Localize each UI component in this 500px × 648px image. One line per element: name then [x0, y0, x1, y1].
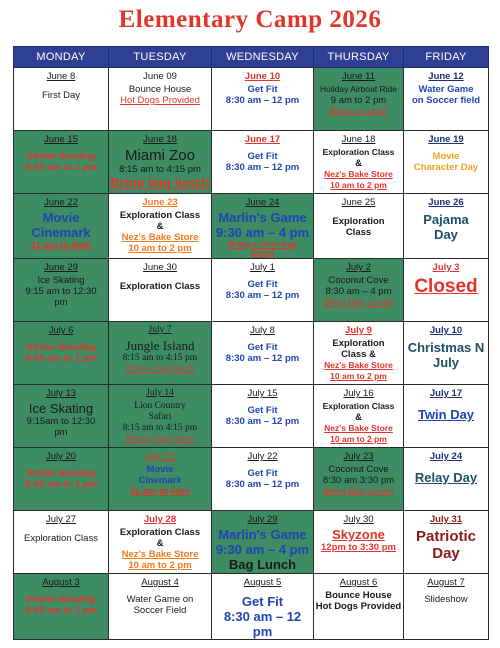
- day-date: July 16: [343, 388, 374, 399]
- activity-text: Bring a clear bag: [228, 239, 297, 249]
- day-cell: [314, 385, 404, 448]
- day-date: July 22: [247, 451, 278, 462]
- day-date: June 10: [244, 71, 281, 82]
- day-header-thursday: THURSDAY: [314, 47, 404, 68]
- day-cell: [14, 385, 109, 448]
- day-cell: [109, 511, 212, 574]
- day-cell: [404, 68, 489, 131]
- activity-text: Soccer Field: [133, 605, 187, 616]
- activity-text: &: [156, 221, 164, 232]
- day-date: July 6: [48, 325, 74, 336]
- day-date: June 12: [428, 71, 464, 82]
- activity-text: Exploration Class: [119, 281, 201, 292]
- day-cell: [14, 574, 109, 640]
- activity-text: Hot Dogs Provided: [315, 601, 402, 612]
- activity-text: Class: [345, 227, 372, 238]
- activity-text: Nez's Bake Store: [324, 423, 393, 433]
- activity-text: Bring a bag lunch: [126, 364, 194, 374]
- day-cell: [14, 511, 109, 574]
- activity-text: Movie: [432, 151, 460, 162]
- day-date: August 7: [427, 577, 465, 588]
- day-date: July 20: [45, 451, 77, 462]
- day-date: July 28: [143, 514, 177, 525]
- activity-text: Get Fit: [247, 151, 278, 162]
- activity-text: Christmas N: [407, 340, 485, 355]
- day-cell: [314, 131, 404, 194]
- day-date: June 09: [143, 71, 177, 82]
- day-cell: [109, 385, 212, 448]
- activity-text: July: [432, 355, 459, 370]
- day-cell: [109, 574, 212, 640]
- day-date: July 2: [346, 262, 371, 273]
- day-cell: [314, 448, 404, 511]
- day-date: July 1: [250, 262, 275, 273]
- activity-text: Get Fit: [241, 594, 284, 609]
- day-cell: [404, 511, 489, 574]
- activity-text: 10 am to 2 pm: [128, 560, 192, 571]
- day-date: July 7: [148, 325, 172, 335]
- activity-text: Get Fit: [247, 279, 278, 290]
- day-cell: [212, 322, 314, 385]
- day-date: July 14: [146, 388, 174, 398]
- activity-text: Class &: [341, 349, 376, 360]
- day-cell: [109, 131, 212, 194]
- day-header-tuesday: TUESDAY: [109, 47, 212, 68]
- activity-text: 8:15 am to 4:15 pm: [122, 353, 198, 363]
- day-date: August 4: [141, 577, 179, 588]
- day-cell: [212, 131, 314, 194]
- day-header-friday: FRIDAY: [404, 47, 489, 68]
- activity-text: Nez's Bake Store: [121, 232, 199, 243]
- activity-text: Exploration Class: [119, 210, 201, 221]
- activity-text: 8:30 am – 12 pm: [225, 95, 300, 106]
- activity-text: 9 am to 2 pm: [330, 95, 387, 106]
- day-date: June 8: [46, 71, 76, 82]
- activity-text: Striker Bowling: [26, 151, 96, 162]
- week-row: [14, 68, 489, 131]
- activity-text: Movie: [146, 464, 174, 475]
- day-cell: [404, 448, 489, 511]
- week-row: [14, 511, 489, 574]
- day-cell: [212, 574, 314, 640]
- activity-text: 8:45 am to 1 pm: [25, 605, 97, 616]
- day-date: June 18: [341, 134, 376, 145]
- day-cell: [212, 448, 314, 511]
- day-cell: [212, 511, 314, 574]
- day-date: June 29: [44, 262, 78, 273]
- day-date: June 25: [341, 197, 376, 208]
- activity-text: 8:30 am – 12 pm: [225, 290, 300, 301]
- activity-text: &: [355, 158, 362, 169]
- activity-text: Ice Skating: [37, 275, 85, 286]
- activity-text: Lion Country: [134, 401, 186, 411]
- activity-text: Get Fit: [247, 405, 278, 416]
- activity-text: 8:30 am – 12 pm: [225, 416, 300, 427]
- weekday-header-row: [14, 47, 489, 68]
- activity-text: Jungle Island: [125, 338, 195, 353]
- week-row: [14, 322, 489, 385]
- day-date: June 19: [428, 134, 464, 145]
- activity-text: Relay Day: [414, 470, 478, 485]
- activity-text: Cinemark: [138, 475, 182, 486]
- activity-text: Exploration Class: [119, 527, 201, 538]
- activity-text: Exploration: [332, 216, 385, 227]
- day-cell: [404, 322, 489, 385]
- activity-text: Bring a bag lunch: [126, 434, 194, 444]
- activity-text: &: [355, 412, 362, 423]
- day-date: August 3: [42, 577, 80, 588]
- activity-text: Exploration Class: [322, 147, 395, 157]
- day-date: July 30: [343, 514, 374, 525]
- activity-text: Get Fit: [247, 342, 278, 353]
- activity-text: pm: [54, 427, 68, 438]
- day-date: July 27: [45, 514, 77, 525]
- activity-text: on Soccer field: [411, 95, 481, 106]
- activity-text: Character Day: [413, 162, 479, 173]
- activity-text: Bring a Lunch: [329, 106, 388, 117]
- activity-text: 8:15 am to 4:15 pm: [119, 164, 201, 175]
- day-header-wednesday: WEDNESDAY: [212, 47, 314, 68]
- activity-text: 10 am to 2 pm: [330, 371, 387, 381]
- day-date: June 22: [44, 197, 78, 208]
- week-row: [14, 574, 489, 640]
- day-cell: [404, 259, 489, 322]
- day-date: July 24: [429, 451, 463, 462]
- day-date: June 17: [244, 134, 281, 145]
- activity-text: 11 am to 4pm: [129, 486, 191, 497]
- day-date: July 17: [429, 388, 463, 399]
- day-date: August 5: [243, 577, 282, 588]
- day-date: August 6: [339, 577, 378, 588]
- activity-text: 9:30 am – 4 pm: [215, 542, 310, 557]
- activity-text: Marlin's Game: [218, 527, 307, 542]
- day-date: June 23: [142, 197, 178, 208]
- day-cell: [404, 194, 489, 259]
- day-cell: [109, 448, 212, 511]
- day-date: July 21: [144, 451, 176, 462]
- activity-text: Bounce House: [128, 84, 192, 95]
- activity-text: Coconut Cove: [328, 464, 389, 475]
- day-cell: [109, 322, 212, 385]
- activity-text: 8:30 am – 12 pm: [225, 353, 300, 364]
- day-date: July 15: [247, 388, 278, 399]
- day-cell: [314, 574, 404, 640]
- activity-text: 11 am to 4pm: [30, 240, 92, 251]
- day-cell: [212, 194, 314, 259]
- week-row: [14, 131, 489, 194]
- activity-text: Slideshow: [424, 594, 468, 605]
- activity-text: Exploration Class: [24, 533, 98, 544]
- activity-text: First Day: [42, 90, 80, 101]
- activity-text: 9:15 am to 12:30: [25, 286, 97, 297]
- week-row: [14, 448, 489, 511]
- week-row: [14, 194, 489, 259]
- activity-text: Marlin's Game: [218, 210, 307, 225]
- activity-text: Patriotic: [415, 528, 476, 545]
- day-cell: [404, 131, 489, 194]
- day-cell: [14, 448, 109, 511]
- day-cell: [109, 194, 212, 259]
- day-date: June 30: [143, 262, 177, 273]
- activity-text: Movie: [42, 210, 80, 225]
- day-date: June 24: [245, 197, 280, 208]
- activity-text: pm: [54, 297, 68, 308]
- activity-text: 8:45 am to 1 pm: [25, 479, 97, 490]
- activity-text: Pajama: [423, 212, 469, 227]
- activity-text: Striker Bowling: [26, 594, 96, 605]
- day-cell: [314, 68, 404, 131]
- week-row: [14, 259, 489, 322]
- activity-text: 8:30 am 3:30 pm: [322, 475, 395, 486]
- activity-text: 10 am to 2 pm: [330, 180, 387, 190]
- activity-text: Exploration Class: [322, 401, 395, 411]
- activity-text: 9:15am to 12:30: [26, 416, 96, 427]
- activity-text: Ice Skating: [28, 401, 94, 416]
- activity-text: Day: [434, 227, 458, 242]
- activity-text: 9:30 am – 4 pm: [215, 225, 310, 240]
- activity-text: Water Game: [418, 84, 474, 95]
- activity-text: Nez's Bake Store: [324, 169, 393, 179]
- activity-text: Bag Lunch: [228, 557, 297, 572]
- activity-text: 8:30 am – 4 pm: [325, 286, 392, 297]
- day-date: July 8: [250, 325, 275, 336]
- activity-text: Day: [432, 545, 460, 562]
- activity-text: Bring Bag Lunch: [323, 486, 394, 497]
- activity-text: Striker Bowling: [26, 468, 96, 479]
- day-cell: [14, 259, 109, 322]
- day-date: July 23: [343, 451, 374, 462]
- day-date: July 29: [247, 514, 278, 525]
- activity-text: Nez's Bake Store: [121, 549, 199, 560]
- day-cell: [212, 385, 314, 448]
- day-cell: [109, 68, 212, 131]
- day-cell: [404, 574, 489, 640]
- day-date: July 13: [45, 388, 77, 399]
- activity-text: 8:45 am to 1 pm: [25, 353, 97, 364]
- activity-text: Get Fit: [247, 84, 278, 95]
- activity-text: Bounce House: [325, 590, 392, 601]
- day-date: July 10: [429, 325, 463, 336]
- activity-text: 8:30 am – 12 pm: [225, 162, 300, 173]
- day-cell: [109, 259, 212, 322]
- activity-text: Skyzone: [332, 527, 385, 542]
- activity-text: Bring bag lunch: [110, 175, 210, 190]
- activity-text: Bring Bag Lunch: [323, 297, 394, 308]
- day-date: July 9: [345, 325, 372, 336]
- day-date: June 15: [44, 134, 78, 145]
- day-cell: [314, 322, 404, 385]
- day-date: June 11: [341, 71, 376, 82]
- day-date: July 3: [432, 262, 460, 273]
- day-date: June 18: [143, 134, 177, 145]
- day-date: July 31: [429, 514, 463, 525]
- activity-text: Hot Dogs Provided: [120, 95, 200, 106]
- activity-text: Striker Bowling: [26, 342, 96, 353]
- activity-text: 8:30 am – 12 pm: [223, 609, 302, 639]
- activity-text: 10 am to 2 pm: [128, 243, 192, 254]
- day-cell: [14, 68, 109, 131]
- activity-text: Cinemark: [31, 225, 91, 240]
- activity-text: Safari: [148, 412, 172, 422]
- activity-text: 8:45 am to 1 pm: [25, 162, 97, 173]
- activity-text: Coconut Cove: [328, 275, 389, 286]
- activity-text: Closed: [414, 276, 478, 297]
- activity-text: Twin Day: [417, 407, 475, 422]
- activity-text: 10 am to 2 pm: [330, 434, 387, 444]
- day-header-monday: MONDAY: [14, 47, 109, 68]
- page-title: Elementary Camp 2026: [118, 6, 382, 33]
- day-cell: [314, 511, 404, 574]
- activity-text: 12pm to 3:30 pm: [321, 542, 396, 553]
- activity-text: Miami Zoo: [124, 147, 195, 164]
- activity-text: lunch: [251, 248, 274, 258]
- calendar-table: [13, 46, 489, 640]
- day-date: June 26: [428, 197, 464, 208]
- activity-text: Holiday Airboat Ride: [319, 84, 397, 94]
- day-cell: [314, 259, 404, 322]
- week-row: [14, 385, 489, 448]
- day-cell: [314, 194, 404, 259]
- day-cell: [14, 322, 109, 385]
- activity-text: Get Fit: [247, 468, 278, 479]
- day-cell: [212, 259, 314, 322]
- day-cell: [404, 385, 489, 448]
- day-cell: [14, 194, 109, 259]
- activity-text: 8:30 am – 12 pm: [225, 479, 300, 490]
- activity-text: Nez's Bake Store: [324, 360, 393, 370]
- activity-text: &: [156, 538, 164, 549]
- day-cell: [212, 68, 314, 131]
- day-cell: [14, 131, 109, 194]
- activity-text: Exploration: [332, 338, 385, 349]
- activity-text: Water Game on: [126, 594, 194, 605]
- activity-text: 8:15 am to 4:15 pm: [122, 423, 198, 433]
